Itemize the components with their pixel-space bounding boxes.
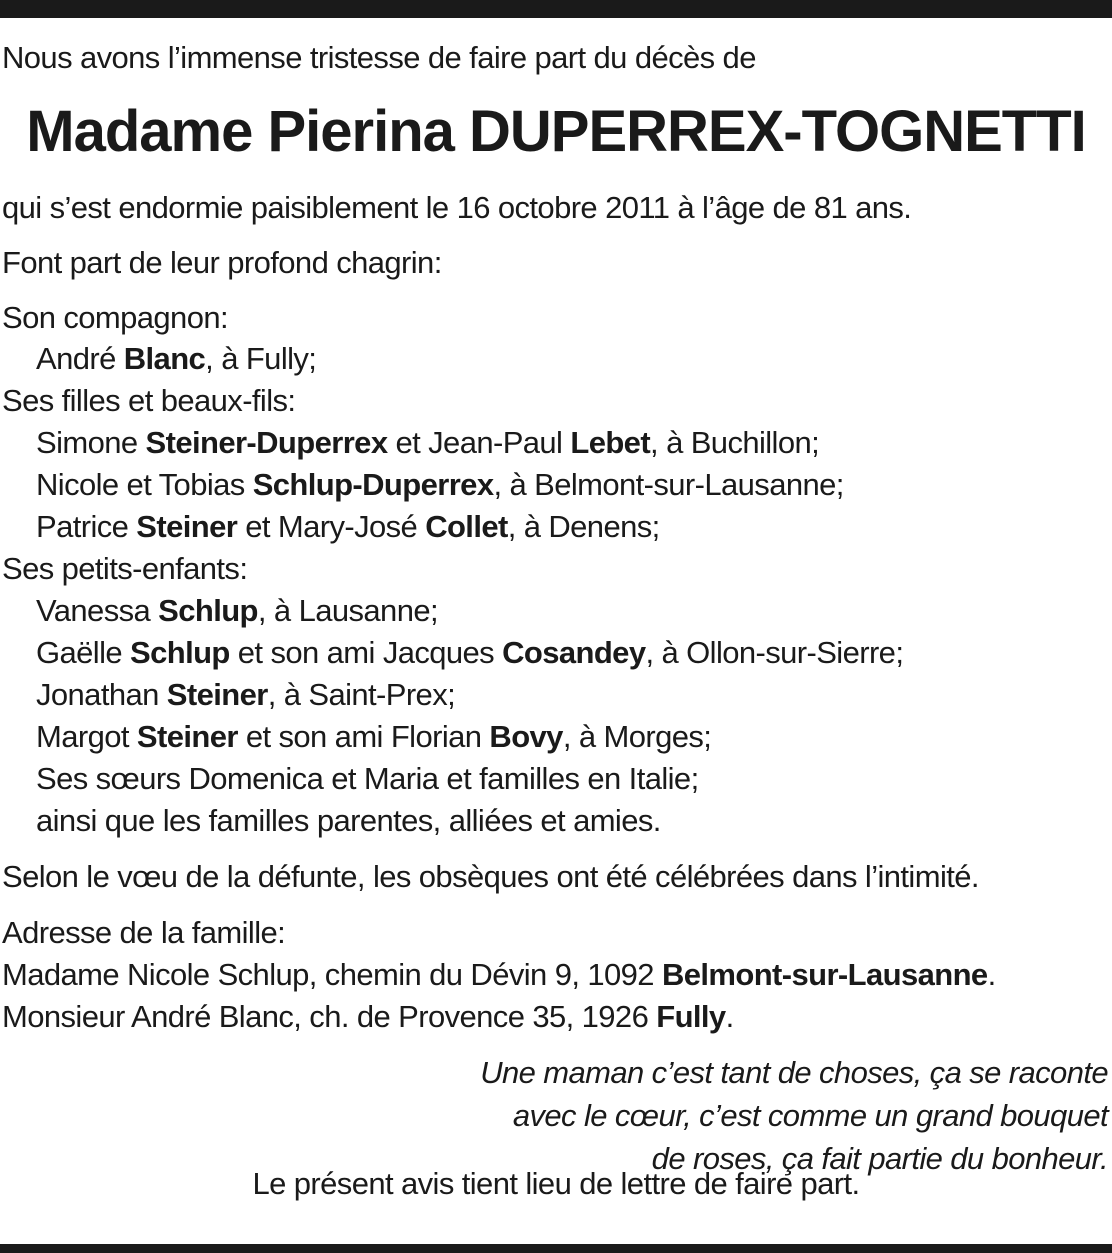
sisters-line: Ses sœurs Domenica et Maria et familles en Italie; <box>36 761 699 796</box>
poem-line: de roses, ça fait partie du bonheur. <box>651 1141 1108 1176</box>
daughters-heading: Ses filles et beaux-fils: <box>2 383 296 418</box>
bottom-rule <box>0 1244 1112 1253</box>
deceased-name: Madame Pierina DUPERREX-TOGNETTI <box>26 99 1086 164</box>
address-line: Monsieur André Blanc, ch. de Provence 35, 1926 Fully. <box>2 999 734 1034</box>
extended-family-line: ainsi que les familles parentes, alliées et amies. <box>36 803 661 838</box>
grandchild-entry: Margot Steiner et son ami Florian Bovy, à Morges; <box>36 719 712 754</box>
mourners-intro: Font part de leur profond chagrin: <box>2 245 442 280</box>
address-line: Madame Nicole Schlup, chemin du Dévin 9, 1092 Belmont-sur-Lausanne. <box>2 957 996 992</box>
address-heading: Adresse de la famille: <box>2 915 286 950</box>
daughter-entry: Patrice Steiner et Mary-José Collet, à Denens; <box>36 509 660 544</box>
top-rule <box>0 0 1112 18</box>
grandchildren-heading: Ses petits-enfants: <box>2 551 248 586</box>
poem-line: avec le cœur, c’est comme un grand bouquet <box>512 1098 1108 1133</box>
poem-line: Une maman c’est tant de choses, ça se raconte <box>480 1055 1108 1090</box>
grandchild-entry: Vanessa Schlup, à Lausanne; <box>36 593 438 628</box>
intro-text: Nous avons l’immense tristesse de faire part du décès de <box>2 40 756 75</box>
daughter-entry: Simone Steiner-Duperrex et Jean-Paul Lebet, à Buchillon; <box>36 425 820 460</box>
death-notice: qui s’est endormie paisiblement le 16 octobre 2011 à l’âge de 81 ans. <box>2 190 912 225</box>
funeral-note: Selon le vœu de la défunte, les obsèques ont été célébrées dans l’intimité. <box>2 859 979 894</box>
companion-heading: Son compagnon: <box>2 300 228 335</box>
closing-text: Le présent avis tient lieu de lettre de faire part. <box>252 1166 860 1201</box>
companion-entry: André Blanc, à Fully; <box>36 341 317 376</box>
grandchild-entry: Jonathan Steiner, à Saint-Prex; <box>36 677 456 712</box>
grandchild-entry: Gaëlle Schlup et son ami Jacques Cosandey, à Ollon-sur-Sierre; <box>36 635 904 670</box>
daughter-entry: Nicole et Tobias Schlup-Duperrex, à Belmont-sur-Lausanne; <box>36 467 844 502</box>
